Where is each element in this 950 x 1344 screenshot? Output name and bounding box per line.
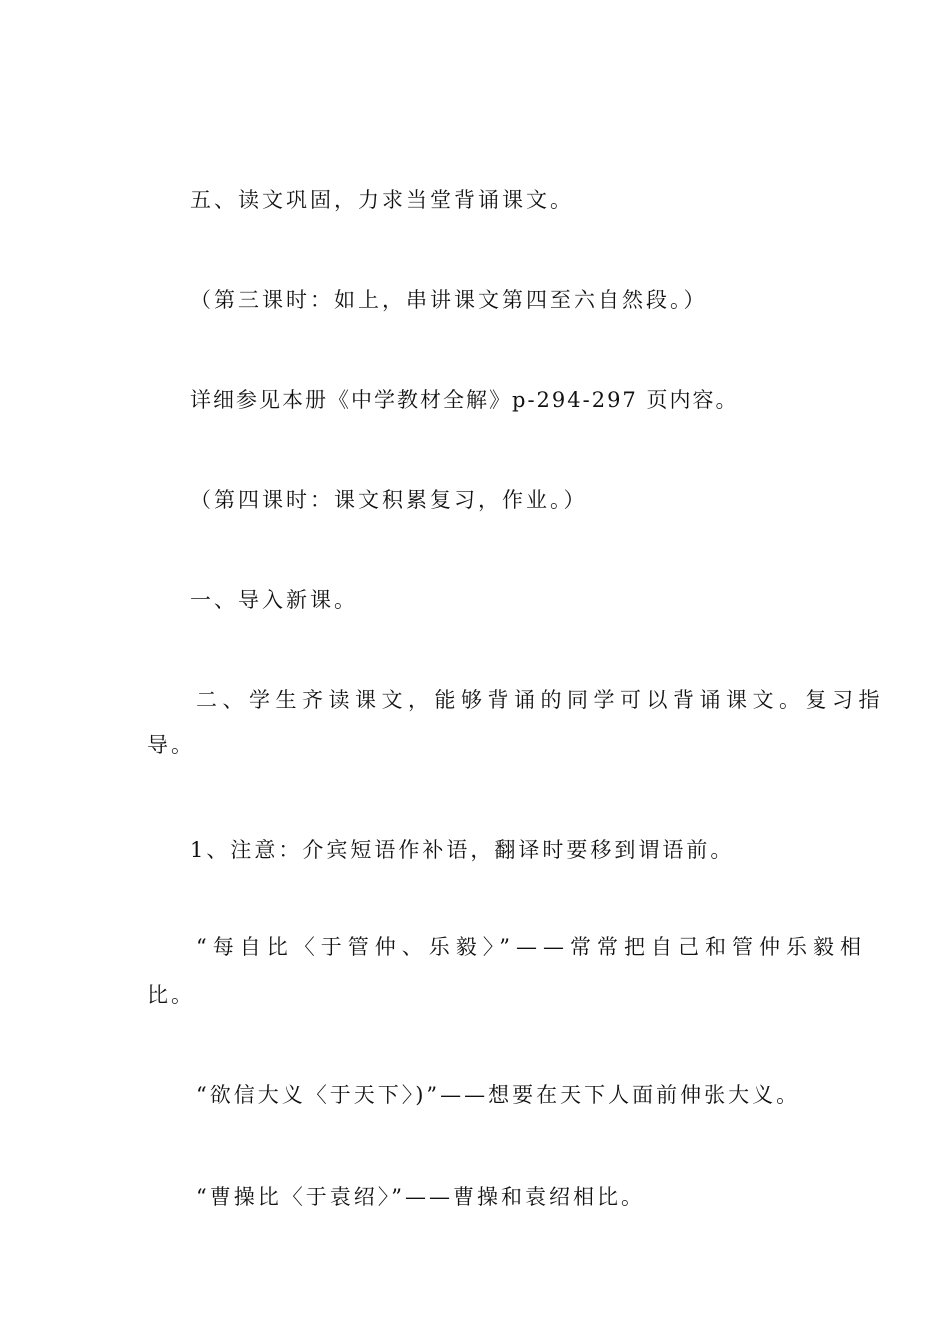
paragraph-review-recite: 五、读文巩固，力求当堂背诵课文。 [190,188,574,212]
paragraph-read-aloud-line-2: 导。 [147,733,195,757]
paragraph-example-guanzhong-line-1: “每自比〈于管仲、乐毅〉”——常常把自己和管仲乐毅相 [196,935,867,959]
paragraph-third-lesson: （第三课时：如上，串讲课文第四至六自然段。） [190,288,708,312]
paragraph-read-aloud-line-1: 二、学生齐读课文，能够背诵的同学可以背诵课文。复习指 [196,688,885,712]
paragraph-intro-new-lesson: 一、导入新课。 [190,588,358,612]
paragraph-example-yuanshao: “曹操比〈于袁绍〉”——曹操和袁绍相比。 [196,1185,645,1209]
paragraph-reference: 详细参见本册《中学教材全解》p-294-297 页内容。 [190,388,739,412]
paragraph-example-tianxia: “欲信大义〈于天下〉)”——想要在天下人面前伸张大义。 [196,1083,801,1107]
paragraph-example-guanzhong-line-2: 比。 [147,983,195,1007]
paragraph-fourth-lesson: （第四课时：课文积累复习，作业。） [190,488,588,512]
paragraph-grammar-note: 1、注意：介宾短语作补语，翻译时要移到谓语前。 [190,838,735,862]
